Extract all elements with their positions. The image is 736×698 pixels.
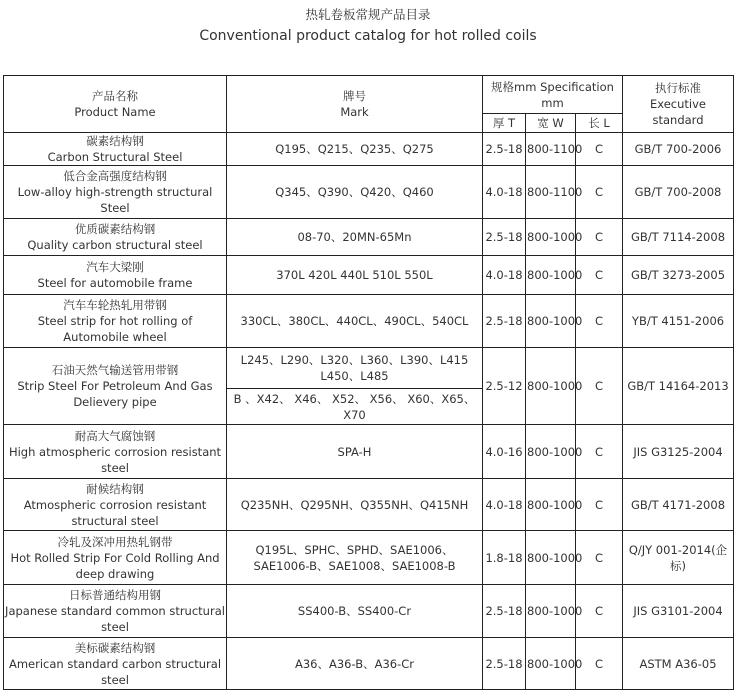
width-cell: 800-1000: [526, 295, 576, 348]
length-cell: C: [576, 585, 623, 638]
standard-cell: GB/T 3273-2005: [623, 256, 734, 295]
mark-cell: 330CL、380CL、440CL、490CL、540CL: [227, 295, 483, 348]
product-catalog-table: [3, 75, 734, 690]
table-row: [4, 531, 734, 585]
header-thickness: 厚 T: [483, 114, 526, 133]
header-product-name: [4, 76, 227, 133]
mark-cell: Q195、Q215、Q235、Q275: [227, 133, 483, 166]
mark-cell: SS400-B、SS400-Cr: [227, 585, 483, 638]
length-cell: C: [576, 638, 623, 690]
product-name-cn: 汽车大梁刚: [86, 260, 144, 274]
product-name-cn: 冷轧及深冲用热轧钢带: [57, 534, 173, 549]
width-cell: 800-1000: [526, 348, 576, 425]
product-name-cn: 日标普通结构用钢: [69, 588, 161, 602]
thickness-cell: 4.0-18: [483, 166, 526, 219]
table-row: [4, 166, 734, 219]
product-name-cell: [4, 425, 227, 479]
table-row: [4, 295, 734, 348]
standard-cell: JIS G3125-2004: [623, 425, 734, 479]
length-cell: C: [576, 256, 623, 295]
width-cell: 800-1000: [526, 585, 576, 638]
standard-cell: JIS G3101-2004: [623, 585, 734, 638]
length-cell: C: [576, 219, 623, 256]
length-cell: C: [576, 133, 623, 166]
product-name-cell: [4, 219, 227, 256]
thickness-cell: 2.5-12: [483, 348, 526, 425]
thickness-cell: 4.0-16: [483, 425, 526, 479]
product-name-en: Steel strip for hot rolling of Automobile wheel: [37, 314, 193, 344]
product-name-en: Hot Rolled Strip For Cold Rolling And deep drawing: [10, 550, 220, 581]
mark-cell: Q235NH、Q295NH、Q355NH、Q415NH: [227, 479, 483, 531]
product-name-cn: 碳素结构钢: [86, 134, 144, 148]
header-width: 宽 W: [526, 114, 576, 133]
standard-cell: GB/T 14164-2013: [623, 348, 734, 425]
header-mark-en: Mark: [340, 105, 369, 119]
product-name-cn: 汽车车轮热轧用带钢: [63, 298, 167, 312]
length-cell: C: [576, 166, 623, 219]
product-name-cell: [4, 256, 227, 295]
standard-cell: YB/T 4151-2006: [623, 295, 734, 348]
width-cell: 800-1000: [526, 479, 576, 531]
standard-cell: GB/T 700-2008: [623, 166, 734, 219]
product-name-cell: [4, 479, 227, 531]
thickness-cell: 2.5-18: [483, 638, 526, 690]
table-row: [4, 256, 734, 295]
table-row: [4, 479, 734, 531]
mark-cell: 08-70、20MN-65Mn: [227, 219, 483, 256]
header-standard: [623, 76, 734, 133]
mark-cell: B 、X42、 X46、 X52、 X56、 X60、X65、 X70: [227, 389, 483, 425]
length-cell: C: [576, 479, 623, 531]
thickness-cell: 4.0-18: [483, 479, 526, 531]
product-name-cn: 美标碳素结构钢: [74, 640, 156, 655]
product-name-cell: [4, 133, 227, 166]
product-name-en: High atmospheric corrosion resistant steel: [8, 444, 222, 475]
table-row: [4, 638, 734, 690]
thickness-cell: 2.5-18: [483, 295, 526, 348]
product-name-en: Japanese standard common structural steel: [5, 604, 225, 634]
thickness-cell: 1.8-18: [483, 531, 526, 585]
width-cell: 800-1000: [526, 638, 576, 690]
product-name-cell: [4, 531, 227, 585]
header-mark: [227, 76, 483, 133]
length-cell: C: [576, 531, 623, 585]
product-name-en: Strip Steel For Petroleum And Gas Delievery pipe: [17, 379, 213, 409]
product-name-cell: [4, 166, 227, 219]
thickness-cell: 4.0-18: [483, 256, 526, 295]
thickness-cell: 2.5-18: [483, 133, 526, 166]
mark-cell: Q195L、SPHC、SPHD、SAE1006、SAE1006-B、SAE1008、SAE1008-B: [227, 531, 483, 585]
product-name-cn: 石油天然气输送管用带钢: [51, 363, 179, 377]
mark-cell: L245、L290、L320、L360、L390、L415 L450、L485: [227, 348, 483, 389]
product-name-cn: 耐候结构钢: [86, 481, 144, 496]
standard-cell: GB/T 4171-2008: [623, 479, 734, 531]
product-name-en: Low-alloy high-strength structural Steel: [17, 185, 213, 215]
product-name-cn: 优质碳素结构钢: [74, 222, 156, 236]
product-name-cn: 耐高大气腐蚀钢: [74, 428, 156, 443]
width-cell: 800-1100: [526, 166, 576, 219]
mark-cell: SPA-H: [227, 425, 483, 479]
product-name-cell: [4, 638, 227, 690]
mark-cell: 370L 420L 440L 510L 550L: [227, 256, 483, 295]
length-cell: C: [576, 425, 623, 479]
width-cell: 800-1000: [526, 256, 576, 295]
product-name-en: American standard carbon structural steel: [8, 656, 222, 687]
table-row: [4, 585, 734, 638]
catalog-title-en: Conventional product catalog for hot rolled coils: [199, 28, 537, 44]
product-name-cell: [4, 348, 227, 425]
standard-cell: ASTM A36-05: [623, 638, 734, 690]
width-cell: 800-1100: [526, 133, 576, 166]
standard-cell: Q/JY 001-2014(企标): [623, 531, 734, 585]
length-cell: C: [576, 348, 623, 425]
standard-cell: GB/T 700-2006: [623, 133, 734, 166]
mark-cell: A36、A36-B、A36-Cr: [227, 638, 483, 690]
product-name-en: Steel for automobile frame: [37, 276, 193, 290]
product-name-en: Carbon Structural Steel: [47, 150, 183, 164]
thickness-cell: 2.5-18: [483, 585, 526, 638]
header-standard-cn: 执行标准: [655, 81, 701, 95]
header-standard-en: Executive standard: [650, 97, 706, 127]
length-cell: C: [576, 295, 623, 348]
header-specification: 规格mm Specification mm: [483, 76, 623, 114]
width-cell: 800-1000: [526, 531, 576, 585]
table-row: [4, 219, 734, 256]
table-row: [4, 348, 734, 389]
header-mark-cn: 牌号: [343, 89, 366, 103]
product-name-cell: [4, 585, 227, 638]
header-name-en: Product Name: [74, 105, 156, 119]
header-name-cn: 产品名称: [92, 89, 138, 103]
header-length: 长 L: [576, 114, 623, 133]
product-name-en: Quality carbon structural steel: [27, 238, 203, 252]
width-cell: 800-1000: [526, 219, 576, 256]
thickness-cell: 2.5-18: [483, 219, 526, 256]
product-name-en: Atmospheric corrosion resistant structural steel: [23, 497, 207, 528]
catalog-title-cn: 热轧卷板常规产品目录: [305, 7, 431, 22]
product-name-cell: [4, 295, 227, 348]
table-row: [4, 133, 734, 166]
table-row: [4, 425, 734, 479]
header-row: [4, 76, 734, 114]
width-cell: 800-1000: [526, 425, 576, 479]
product-name-cn: 低合金高强度结构钢: [63, 169, 167, 183]
standard-cell: GB/T 7114-2008: [623, 219, 734, 256]
mark-cell: Q345、Q390、Q420、Q460: [227, 166, 483, 219]
